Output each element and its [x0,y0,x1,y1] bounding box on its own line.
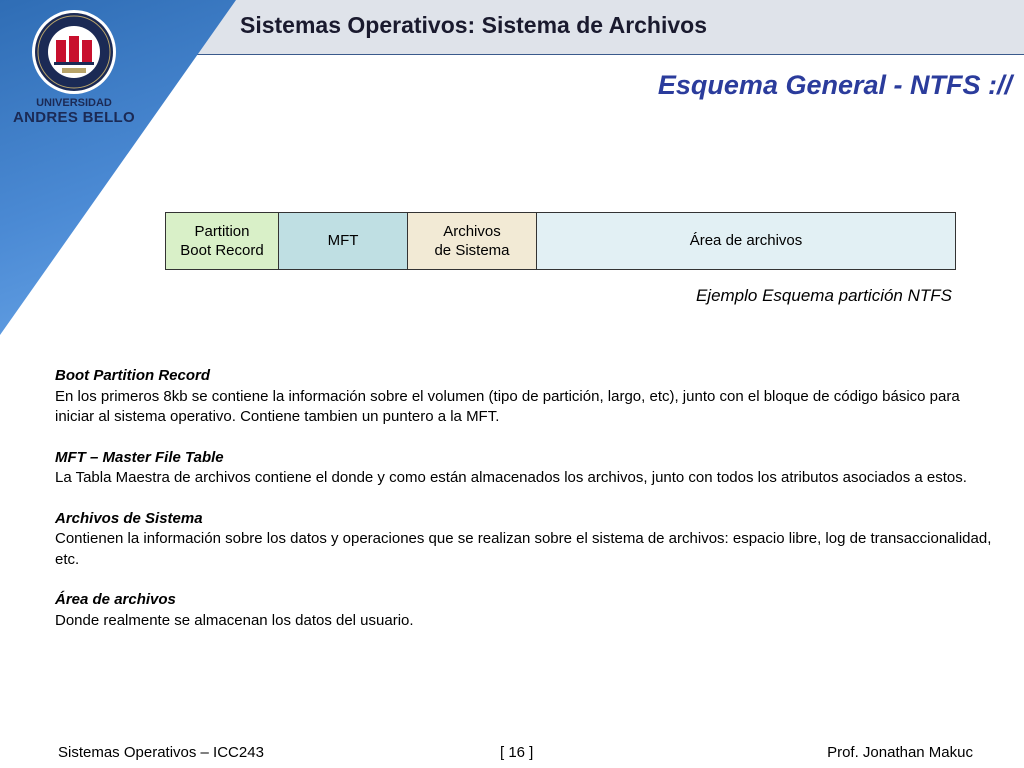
footer-author: Prof. Jonathan Makuc [827,744,973,761]
diagram-cell-label: de Sistema [434,242,510,259]
section-archivos-de-sistema [55,509,1000,571]
slide-title: Sistemas Operativos: Sistema de Archivos [240,12,708,38]
section-title: Área de archivos [55,591,176,608]
university-name-line1: UNIVERSIDAD [36,97,112,109]
section-title: Archivos de Sistema [55,509,203,527]
section-mft [55,448,1000,489]
diagram-cell-label: Área de archivos [689,232,803,250]
section-description: Donde realmente se almacenan los datos del usuario. [55,611,414,629]
section-description: Contienen la información sobre los datos y operaciones que se realizan sobre el sistema de archivos: espacio libre, log de transaccionalidad, etc. [55,530,992,568]
section-description: La Tabla Maestra de archivos contiene el donde y como están almacenados los archivos, junto con todos los atributos asociados a estos. [55,469,967,486]
body-text [55,366,1000,651]
ntfs-partition-diagram [165,212,956,270]
diagram-cell-label: Partition [194,222,250,240]
university-name-line2: ANDRES BELLO [13,108,135,126]
diagram-cell-area-de-archivos [537,213,955,269]
diagram-cell-partition-boot-record [166,213,279,269]
diagram-cell-label: MFT [327,232,359,250]
section-title: Boot Partition Record [55,367,211,384]
diagram-cell-archivos-de-sistema [408,213,537,269]
section-description: En los primeros 8kb se contiene la información sobre el volumen (tipo de partición, largo, etc), junto con el bloque de código básico para iniciar al sistema operativo. Contiene tambien un puntero a la MFT. [55,387,960,425]
section-boot-partition-record [55,366,1000,428]
section-title: MFT – Master File Table [55,448,224,466]
diagram-cell-label: Boot Record [180,242,264,259]
slide-subtitle: Esquema General - NTFS :// [657,70,1012,100]
section-area-de-archivos [55,590,1000,631]
university-name [4,98,144,125]
diagram-cell-label: Archivos [443,222,501,240]
diagram-cell-mft [279,213,408,269]
footer-course: Sistemas Operativos – ICC243 [58,744,264,761]
diagram-caption: Ejemplo Esquema partición NTFS [695,286,952,305]
footer-page-number: [ 16 ] [500,744,534,761]
